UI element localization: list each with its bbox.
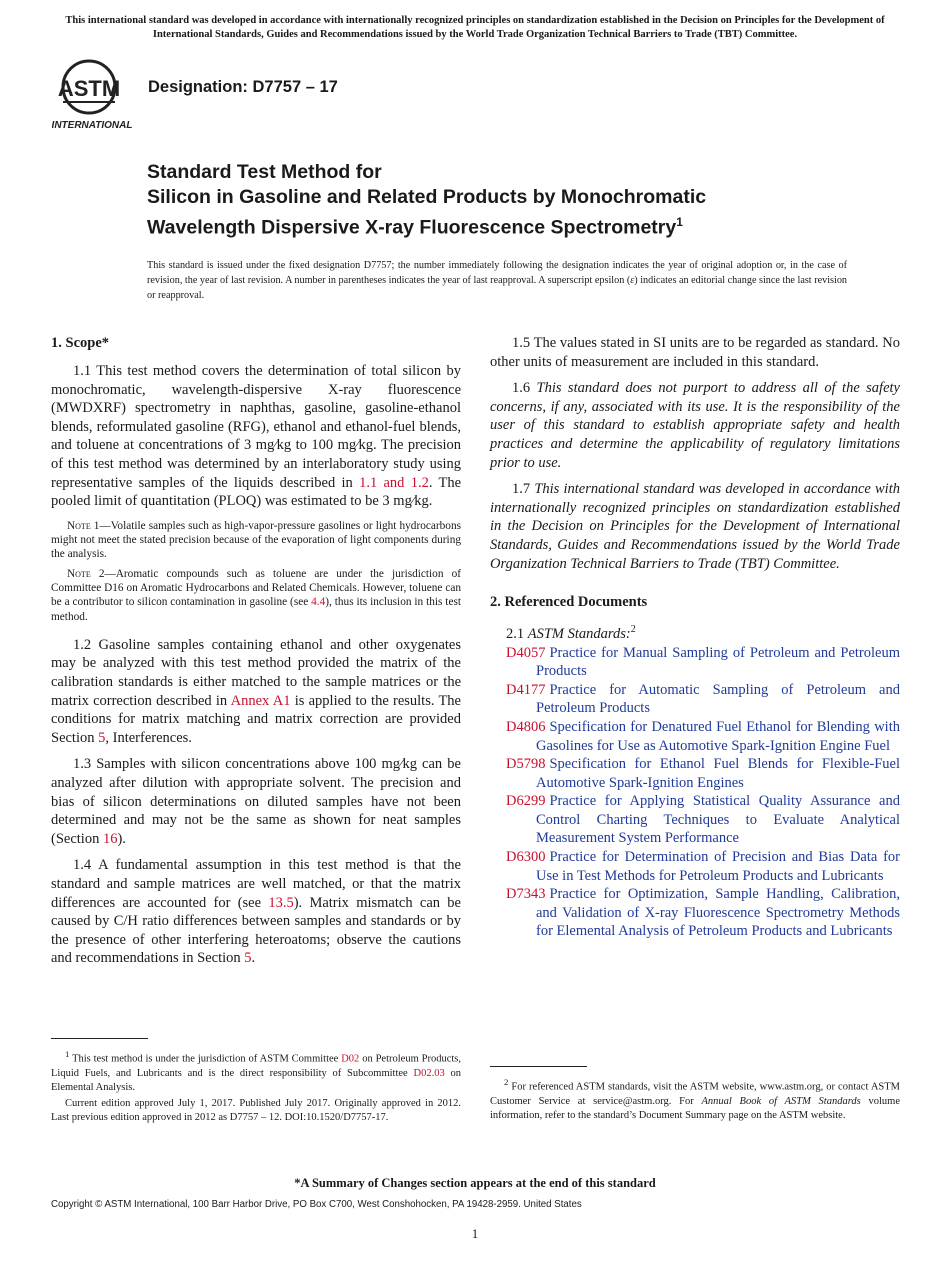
title-line-1: Standard Test Method for [147, 161, 382, 183]
link-1-1-and-1-2[interactable]: 1.1 and 1.2 [359, 474, 429, 491]
footnote-2: $^2$ For referenced ASTM standards, visit the ASTM website, www.astm.org, or contact ASTM Customer Service at service@astm.org. For Annual Book of ASTM Standards volume information, refer to the standard’s Document Summary page on the ASTM website. [490, 1077, 900, 1121]
link-annex-a1[interactable]: Annex A1 [230, 692, 291, 709]
paragraph-1-3: 1.3 Samples with silicon concentrations above 100 mg⁄kg can be analyzed after dilution with appropriate solvent. The precision and bias of silicon determinations on diluted samples have not been determined and may not be the same as shown for neat samples (Section 16). [51, 756, 461, 847]
right-column [490, 334, 900, 941]
astm-logo [52, 58, 134, 132]
reference-item[interactable]: D4177 Practice for Automatic Sampling of Petroleum and Petroleum Products [506, 681, 900, 717]
footnote-1-edition: Current edition approved July 1, 2017. Published July 2017. Originally approved in 2012. Last previous edition approved in 2012 as D7757 – 12. DOI:10.1520/D7757-17. [51, 1097, 461, 1123]
paragraph-1-5: 1.5 The values stated in SI units are to be regarded as standard. No other units of measurement are included in this standard. [490, 335, 900, 370]
reference-item[interactable]: D4057 Practice for Manual Sampling of Petroleum and Petroleum Products [506, 644, 900, 680]
link-13-5[interactable]: 13.5 [268, 894, 294, 911]
issuance-statement: This standard is issued under the fixed designation D7757; the number immediately following the designation indicates the year of original adoption or, in the case of revision, the year of last revision. A number in parentheses indicates the year of last reapproval. A superscript epsilon (ε) indicates an editorial change since the last revision or reapproval. [147, 260, 848, 301]
link-d02[interactable]: D02 [341, 1053, 360, 1065]
logo-text: ASTM [57, 76, 121, 101]
reference-item[interactable]: D7343 Practice for Optimization, Sample Handling, Calibration, and Validation of X-ray Fluorescence Spectrometry Methods for Elemental Analysis of Petroleum Products and Lubricants [506, 886, 900, 940]
paragraph-1-1: 1.1 This test method covers the determination of total silicon by monochromatic, wavelength-dispersive X-ray fluorescence (MWDXRF) spectrometry in naphthas, gasoline, gasoline-ethanol blends, reformulated gasoline (RFG), ethanol and ethanol-fuel blends, and toluene at concentrations of 3 mg⁄kg to 100 mg⁄kg. The precision of this test method was determined by an interlaboratory study using representative samples of the liquids described in 1.1 and 1.2. The pooled limit of quantitation (PLOQ) was estimated to be 3 mg⁄kg. [51, 363, 462, 510]
note-1: Note 1—Volatile samples such as high-vapor-pressure gasolines or light hydrocarbons might not meet the stated precision because of the evaporation of light components during the analysis. [51, 519, 461, 561]
page-number: 1 [471, 1226, 479, 1241]
footnotes-right [490, 1066, 900, 1125]
footnote-1: $^1$ This test method is under the jurisdiction of ASTM Committee D02 on Petroleum Products, Liquid Fuels, and Lubricants and is the direct responsibility of Subcommittee D02.03 on Elemental Analysis. [51, 1049, 461, 1093]
link-section-16[interactable]: 16 [102, 830, 118, 847]
document-title [147, 160, 907, 241]
subsection-astm-standards: 2.1 ASTM Standards:$^2$ [506, 624, 636, 642]
summary-notice: *A Summary of Changes section appears at the end of this standard [294, 1176, 656, 1190]
left-column [51, 334, 461, 976]
footnotes-left [51, 1038, 461, 1127]
section-heading-scope: 1. Scope* [51, 335, 109, 351]
paragraph-1-4: 1.4 A fundamental assumption in this test method is that the standard and sample matrices are well matched, or that the matrix differences are accounted for (see 13.5). Matrix mismatch can be caused by C/H ratio differences between samples and standards or by the presence of other interfering heteroatoms; observe the cautions and recommendations in Section 5. [51, 857, 461, 967]
link-4-4[interactable]: 4.4 [311, 596, 326, 609]
link-d02-03[interactable]: D02.03 [413, 1067, 445, 1079]
title-line-2: Silicon in Gasoline and Related Products by Monochromatic [147, 186, 707, 208]
reference-item[interactable]: D5798 Specification for Ethanol Fuel Blends for Flexible-Fuel Automotive Spark-Ignition Engines [506, 756, 900, 791]
designation: Designation: D7757 – 17 [148, 78, 338, 96]
section-heading-referenced-documents: 2. Referenced Documents [490, 594, 648, 611]
note-2: Note 2—Aromatic compounds such as toluene are under the jurisdiction of Committee D16 on Aromatic Hydrocarbons and Related Chemicals. However, toluene can be a contributor to silicon contamination in gasoline (see 4.4), thus its inclusion in this test method. [51, 567, 461, 623]
paragraph-1-6: 1.6 This standard does not purport to address all of the safety concerns, if any, associated with its use. It is the responsibility of the user of this standard to establish appropriate safety and health practices and determine the applicability of regulatory limitations prior to use. [490, 380, 900, 471]
paragraph-1-2: 1.2 Gasoline samples containing ethanol and other oxygenates may be analyzed with this test method provided the matrix of the calibration standards is either matched to the sample matrices or the matrix correction described in Annex A1 is applied to the results. The conditions for matrix matching and matrix correction are provided Section 5, Interferences. [51, 636, 461, 746]
title-footnote-mark: 1 [676, 215, 683, 229]
logo-subtext: INTERNATIONAL [52, 120, 133, 131]
copyright: Copyright © ASTM International, 100 Barr Harbor Drive, PO Box C700, West Conshohocken, PA 19428-2959. United States [51, 1199, 582, 1210]
reference-item[interactable]: D6300 Practice for Determination of Precision and Bias Data for Use in Test Methods for Petroleum Products and Lubricants [506, 849, 900, 884]
top-notice: This international standard was developed in accordance with internationally recognized principles on standardization established in the Decision on Principles for the Development of International Standards, Guides and Recommendations issued by the World Trade Organization Technical Barriers to Trade (TBT) Committee. [65, 15, 885, 40]
link-section-5[interactable]: 5 [98, 729, 106, 746]
paragraph-1-7: 1.7 This international standard was developed in accordance with internationally recognized principles on standardization established in the Decision on Principles for the Development of International Standards, Guides and Recommendations issued by the World Trade Organization Technical Barriers to Trade (TBT) Committee. [490, 481, 900, 572]
reference-item[interactable]: D6299 Practice for Applying Statistical Quality Assurance and Control Charting Techniques to Evaluate Analytical Measurement System Performance [506, 793, 900, 847]
link-section-5-b[interactable]: 5 [244, 950, 252, 967]
reference-item[interactable]: D4806 Specification for Denatured Fuel Ethanol for Blending with Gasolines for Use as Automotive Spark-Ignition Engine Fuel [506, 718, 900, 754]
title-line-3: Wavelength Dispersive X-ray Fluorescence Spectrometry [147, 216, 677, 239]
